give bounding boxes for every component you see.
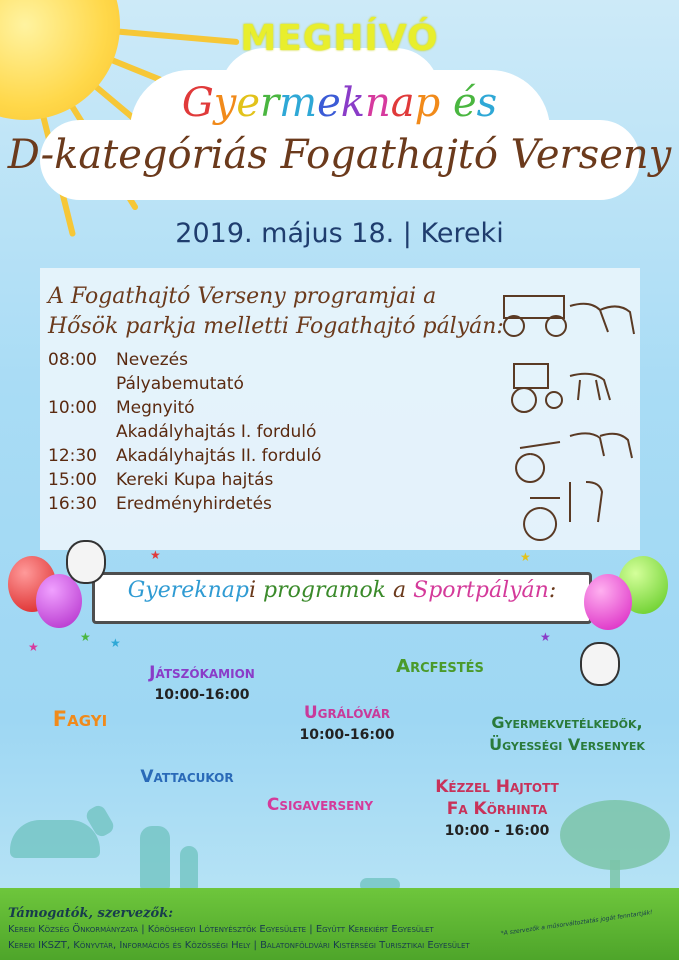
schedule-row (48, 374, 244, 394)
event-title: Csigaverseny (266, 795, 374, 815)
event-csigaverseny (250, 794, 390, 816)
carriage-illustrations (500, 276, 640, 546)
event-title: Játszókamion (149, 663, 255, 683)
event-date-location: 2019. május 18. | Kereki (175, 218, 504, 249)
event-vattacukor (122, 766, 252, 788)
invitation-title: MEGHÍVÓ (240, 18, 439, 59)
event-title: Vattacukor (140, 767, 234, 787)
schedule-row (48, 470, 273, 490)
title-letter: r (260, 80, 280, 126)
title-letter: s (476, 80, 498, 126)
ribbon-text-part: Gyereknap (127, 578, 249, 603)
title-letter: y (213, 80, 237, 126)
title-letter: m (279, 80, 318, 126)
schedule-row (48, 446, 321, 466)
event-time: 10:00-16:00 (154, 687, 250, 703)
title-letter: é (452, 80, 477, 126)
title-letter: k (340, 80, 366, 126)
event-korhinta (412, 776, 582, 842)
event-ugralovar (282, 702, 412, 746)
event-title-2: Ügyességi Versenyek (489, 735, 645, 754)
balloon-pink (584, 574, 632, 630)
sponsors-line2: Kereki IKSZT, Könyvtár, Információs és Közösségi Hely | Balatonföldvári Kistérségi Turisztikai Egyesület (8, 940, 470, 951)
schedule-time: 10:00 (48, 398, 97, 418)
schedule-row (48, 398, 195, 418)
schedule-time: 08:00 (48, 350, 97, 370)
stormtrooper-icon (580, 642, 620, 686)
title-letter: n (365, 80, 391, 126)
event-jatszokamion (122, 662, 282, 706)
stormtrooper-icon (66, 540, 106, 584)
schedule-item: Nevezés (116, 350, 188, 370)
ribbon-text-part: programok (263, 578, 394, 603)
schedule-time: 16:30 (48, 494, 97, 514)
carriage-icon (504, 296, 564, 318)
kids-program-title (92, 578, 592, 603)
star-icon: ★ (540, 630, 551, 644)
event-title-2: Fa Körhinta (446, 799, 548, 819)
schedule-item: Akadályhajtás II. forduló (116, 446, 322, 466)
people-silhouette (140, 826, 170, 890)
people-silhouette (180, 846, 198, 890)
event-title: Arcfestés (396, 656, 484, 677)
sponsors-line1: Kereki Község Önkormányzata | Köröshegyi Lótenyésztők Egyesülete | Együtt Kerekiért Egyesület (8, 924, 434, 935)
star-icon: ★ (150, 548, 161, 562)
ribbon-text-part: : (548, 578, 557, 603)
schedule-time: 12:30 (48, 446, 97, 466)
event-gyermekvetelkedok (462, 712, 672, 756)
title-letter: a (390, 80, 415, 126)
childrens-day-title (0, 80, 679, 126)
title-letter (440, 80, 453, 126)
event-arcfestes (380, 656, 500, 678)
race-title: D-kategóriás Fogathajtó Verseny (7, 132, 672, 178)
event-title: Kézzel Hajtott (435, 777, 559, 797)
ribbon-text-part: a (393, 578, 414, 603)
program-heading-line2: Hősök parkja melletti Fogathajtó pályán: (48, 314, 504, 339)
star-icon: ★ (28, 640, 39, 654)
schedule-item: Akadályhajtás I. forduló (116, 422, 317, 442)
event-fagyi (40, 708, 120, 730)
title-letter: e (236, 80, 261, 126)
schedule-item: Megnyitó (116, 398, 195, 418)
event-title: Ugrálóvár (303, 703, 391, 723)
ribbon-text-part: i (248, 578, 264, 603)
event-title: Gyermekvetélkedők, (491, 713, 643, 732)
sponsors-label: Támogatók, szervezők: (8, 906, 174, 921)
schedule-row (48, 350, 188, 370)
ribbon-text-part: Sportpályán (413, 578, 549, 603)
program-heading (48, 282, 508, 342)
star-icon: ★ (520, 550, 531, 564)
title-letter: G (181, 80, 214, 126)
event-time: 10:00-16:00 (299, 727, 395, 743)
event-time: 10:00 - 16:00 (444, 823, 550, 839)
schedule-row (48, 422, 316, 442)
title-letter: e (317, 80, 341, 126)
schedule-row (48, 494, 272, 514)
horse-silhouette (10, 820, 100, 858)
star-icon: ★ (110, 636, 121, 650)
schedule-item: Eredményhirdetés (116, 494, 272, 514)
star-icon: ★ (80, 630, 91, 644)
schedule-item: Kereki Kupa hajtás (116, 470, 274, 490)
schedule-time: 15:00 (48, 470, 97, 490)
event-title: Fagyi (52, 707, 108, 731)
disclaimer-note: *A szervezők a műsorváltoztatás jogát fenntartják! (500, 908, 653, 938)
schedule-item: Pályabemutató (116, 374, 244, 394)
title-letter: p (414, 80, 441, 126)
program-heading-line1: A Fogathajtó Verseny programjai a (48, 284, 437, 309)
balloon-purple (36, 574, 82, 628)
